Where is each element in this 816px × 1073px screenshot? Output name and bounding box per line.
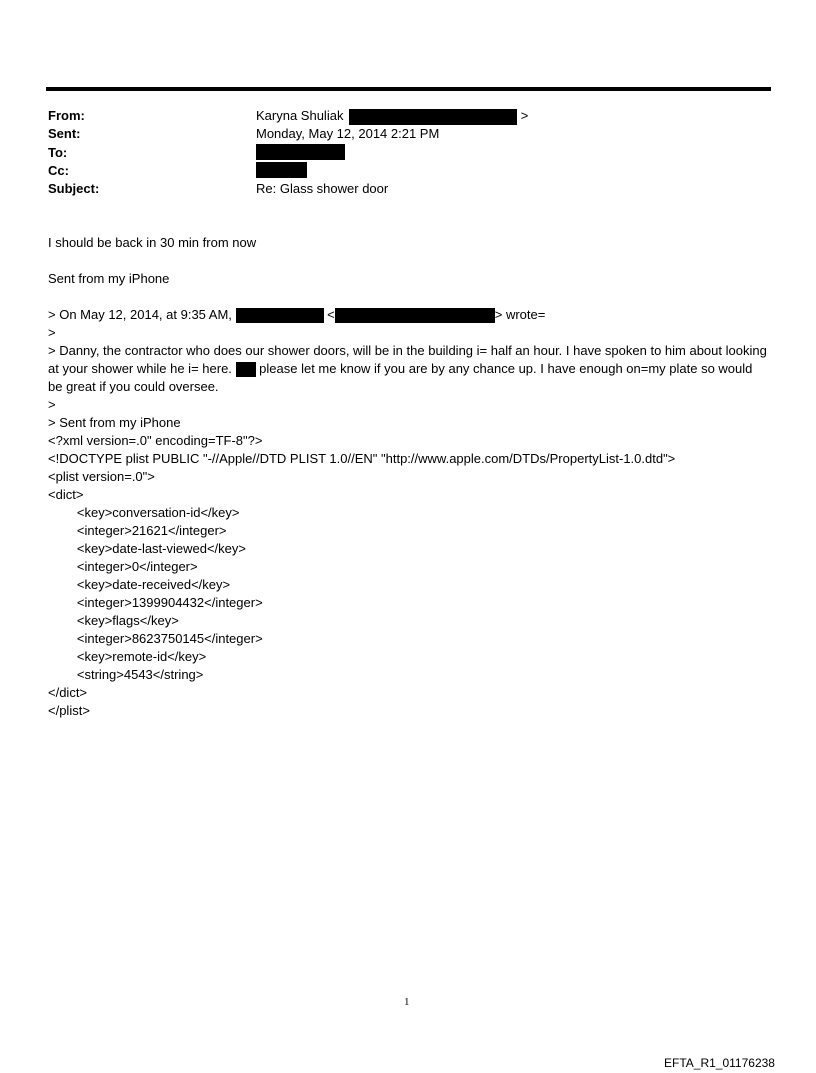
quote-header-line bbox=[48, 306, 545, 324]
cc-redaction bbox=[256, 162, 307, 178]
xml-line: <string>4543</string> bbox=[48, 667, 204, 682]
quote-para-b: please let me know if you are by any chance up. I have enough on=my plate so would be great if you could oversee. bbox=[48, 361, 753, 394]
sent-label: Sent: bbox=[48, 126, 81, 141]
quote-suffix: > wrote= bbox=[494, 307, 546, 322]
xml-line: <plist version=.0"> bbox=[48, 469, 155, 484]
xml-line: <key>conversation-id</key> bbox=[48, 505, 240, 520]
page-number: 1 bbox=[404, 996, 410, 1008]
to-label: To: bbox=[48, 145, 68, 160]
quote-para-a: > Danny, the contractor who does our shower doors, will be in the building i= half an hour. I have spoken to him about looking at your shower while he i= here. bbox=[48, 343, 767, 376]
bates-number: EFTA_R1_01176238 bbox=[664, 1056, 775, 1070]
xml-line: <dict> bbox=[48, 487, 84, 502]
from-close: > bbox=[520, 108, 529, 123]
redaction-box bbox=[236, 308, 324, 323]
redaction-box bbox=[236, 362, 256, 377]
xml-line: <integer>8623750145</integer> bbox=[48, 631, 263, 646]
quote-marker: > bbox=[48, 325, 56, 340]
from-name: Karyna Shuliak bbox=[256, 108, 344, 123]
xml-line: <integer>0</integer> bbox=[48, 559, 198, 574]
quote-sent-line: > Sent from my iPhone bbox=[48, 415, 181, 430]
xml-line: <?xml version=.0" encoding=TF-8"?> bbox=[48, 433, 263, 448]
quoted-paragraph bbox=[48, 342, 770, 396]
xml-line: <integer>21621</integer> bbox=[48, 523, 227, 538]
xml-line: <integer>1399904432</integer> bbox=[48, 595, 263, 610]
from-value bbox=[256, 108, 528, 125]
subject-label: Subject: bbox=[48, 181, 100, 196]
xml-line: <key>flags</key> bbox=[48, 613, 179, 628]
from-label: From: bbox=[48, 108, 85, 123]
xml-line: <key>date-received</key> bbox=[48, 577, 231, 592]
to-redaction bbox=[256, 144, 345, 160]
redaction-box bbox=[335, 308, 495, 323]
xml-line: </dict> bbox=[48, 685, 88, 700]
quote-prefix: > On May 12, 2014, at 9:35 AM, bbox=[48, 307, 232, 322]
quote-lt: < bbox=[327, 307, 335, 322]
body-line: Sent from my iPhone bbox=[48, 271, 170, 286]
subject-value: Re: Glass shower door bbox=[256, 181, 389, 196]
header-rule bbox=[46, 87, 771, 91]
body-line: I should be back in 30 min from now bbox=[48, 235, 257, 250]
quote-marker: > bbox=[48, 397, 56, 412]
cc-label: Cc: bbox=[48, 163, 69, 178]
xml-line: <!DOCTYPE plist PUBLIC "-//Apple//DTD PLIST 1.0//EN" "http://www.apple.com/DTDs/PropertyList-1.0.dtd"> bbox=[48, 451, 676, 466]
xml-line: <key>remote-id</key> bbox=[48, 649, 207, 664]
xml-line: </plist> bbox=[48, 703, 90, 718]
redaction-box bbox=[349, 109, 517, 125]
xml-line: <key>date-last-viewed</key> bbox=[48, 541, 246, 556]
sent-value: Monday, May 12, 2014 2:21 PM bbox=[256, 126, 440, 141]
